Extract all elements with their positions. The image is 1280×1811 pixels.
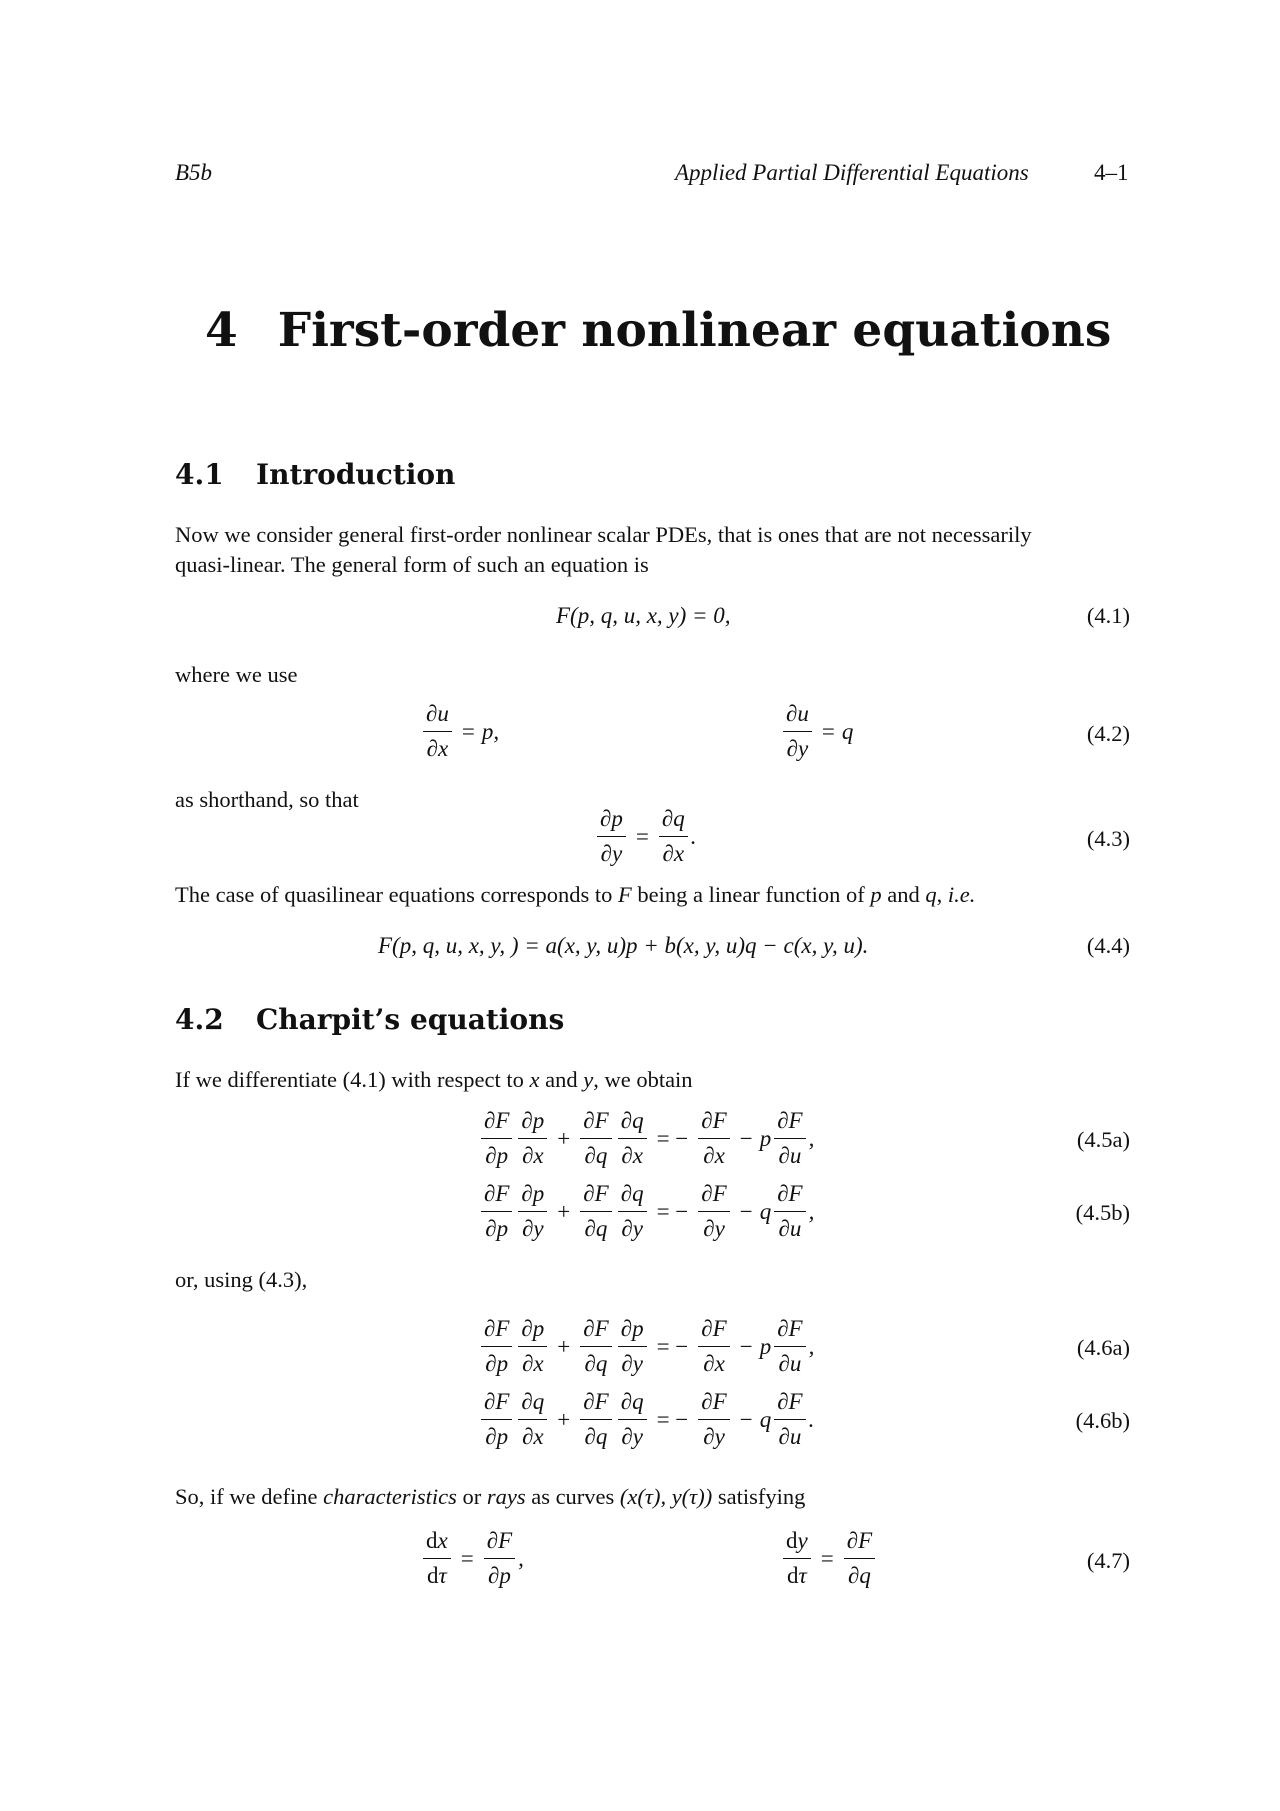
section-title: Introduction [256, 458, 456, 491]
sentence-part: being a linear function of [637, 882, 865, 907]
sentence-part: as curves [531, 1484, 615, 1509]
sentence-part: or [462, 1484, 482, 1509]
chapter-number: 4 [205, 303, 238, 358]
equation-number: (4.1) [1086, 603, 1130, 628]
sentence-part: and [545, 1067, 578, 1092]
equation-number: (4.5b) [1075, 1200, 1130, 1225]
equation-number: (4.6a) [1076, 1335, 1130, 1360]
sentence-part: satisfying [717, 1484, 806, 1509]
equation-number: (4.7) [1086, 1548, 1130, 1573]
characteristics-sentence: So, if we define characteristics or rays as curves (x(τ), y(τ)) satisfying [175, 1484, 806, 1509]
sentence-part: characteristics [323, 1484, 457, 1509]
section-heading-charpit [175, 1003, 564, 1036]
quasilinear-sentence: The case of quasilinear equations corresponds to F being a linear function of p and q, i.e. [175, 882, 976, 907]
chapter-title [205, 303, 1111, 358]
equation-4-3: $\frac{\partial p}{\partial y}$ = $\frac{\partial q}{\partial x}$ . [594, 805, 696, 868]
intro-line-2: quasi-linear. The general form of such an equation is [175, 552, 649, 577]
equation-number: (4.4) [1086, 933, 1130, 958]
section-number: 4.2 [175, 1003, 224, 1036]
equation-4-2a: $\frac{\partial u}{\partial x}$ = p, [420, 700, 499, 763]
intro-line-1: Now we consider general first-order nonlinear scalar PDEs, that is ones that are not necessarily [175, 522, 1032, 547]
equation-4-5a: $\frac{\partial F}{\partial p}$ $\frac{\partial p}{\partial x}$ + $\frac{\partial F}{\partial q}$ $\frac{\partial q}{\partial x}$ = − $\frac{\partial F}{\partial x}$ − p $\frac{\partial F}{\partial u}$ , [478, 1107, 814, 1170]
equation-4-2b: $\frac{\partial u}{\partial y}$ = q [780, 700, 853, 763]
sentence-part: and [887, 882, 920, 907]
sentence-part: So, if we define [175, 1484, 318, 1509]
section-title: Charpit’s equations [256, 1003, 565, 1036]
equation-4-5b: $\frac{\partial F}{\partial p}$ $\frac{\partial p}{\partial y}$ + $\frac{\partial F}{\partial q}$ $\frac{\partial q}{\partial y}$ = − $\frac{\partial F}{\partial y}$ − q $\frac{\partial F}{\partial u}$ , [478, 1180, 814, 1243]
sentence-part: i.e. [947, 882, 976, 907]
equation-number: (4.5a) [1076, 1127, 1130, 1152]
intro-paragraph [175, 520, 1130, 580]
equation-4-1: F(p, q, u, x, y) = 0, [556, 603, 731, 628]
equation-4-7b: $\frac{dy}{d\tau}$ = $\frac{\partial F}{\partial q}$ [780, 1527, 878, 1590]
shorthand-text: as shorthand, so that [175, 787, 359, 812]
sentence-part: The case of quasilinear equations corresponds to [175, 882, 613, 907]
equation-4-4: F(p, q, u, x, y, ) = a(x, y, u)p + b(x, y, u)q − c(x, y, u). [378, 933, 869, 958]
equation-number: (4.3) [1086, 826, 1130, 851]
equation-4-7a: $\frac{dx}{d\tau}$ = $\frac{\partial F}{\partial p}$ , [420, 1527, 524, 1590]
or-using-text: or, using (4.3), [175, 1267, 308, 1292]
sentence-part: , we obtain [593, 1067, 693, 1092]
running-header-left: B5b [175, 160, 213, 185]
equation-number: (4.2) [1086, 721, 1130, 746]
page-number: 4–1 [1094, 160, 1129, 185]
section-heading-introduction [175, 458, 455, 491]
sentence-part: rays [486, 1484, 526, 1509]
equation-number: (4.6b) [1075, 1408, 1130, 1433]
chapter-title-text: First-order nonlinear equations [277, 303, 1112, 358]
equation-4-6b: $\frac{\partial F}{\partial p}$ $\frac{\partial q}{\partial x}$ + $\frac{\partial F}{\partial q}$ $\frac{\partial q}{\partial y}$ = − $\frac{\partial F}{\partial y}$ − q $\frac{\partial F}{\partial u}$ . [478, 1388, 814, 1451]
section-number: 4.1 [175, 458, 224, 491]
differentiate-sentence: If we differentiate (4.1) with respect to x and y, we obtain [175, 1067, 693, 1092]
running-header-title: Applied Partial Differential Equations [675, 160, 1029, 185]
where-text: where we use [175, 662, 298, 687]
equation-4-6a: $\frac{\partial F}{\partial p}$ $\frac{\partial p}{\partial x}$ + $\frac{\partial F}{\partial q}$ $\frac{\partial p}{\partial y}$ = − $\frac{\partial F}{\partial x}$ − p $\frac{\partial F}{\partial u}$ , [478, 1315, 814, 1378]
sentence-part: If we differentiate (4.1) with respect to [175, 1067, 524, 1092]
